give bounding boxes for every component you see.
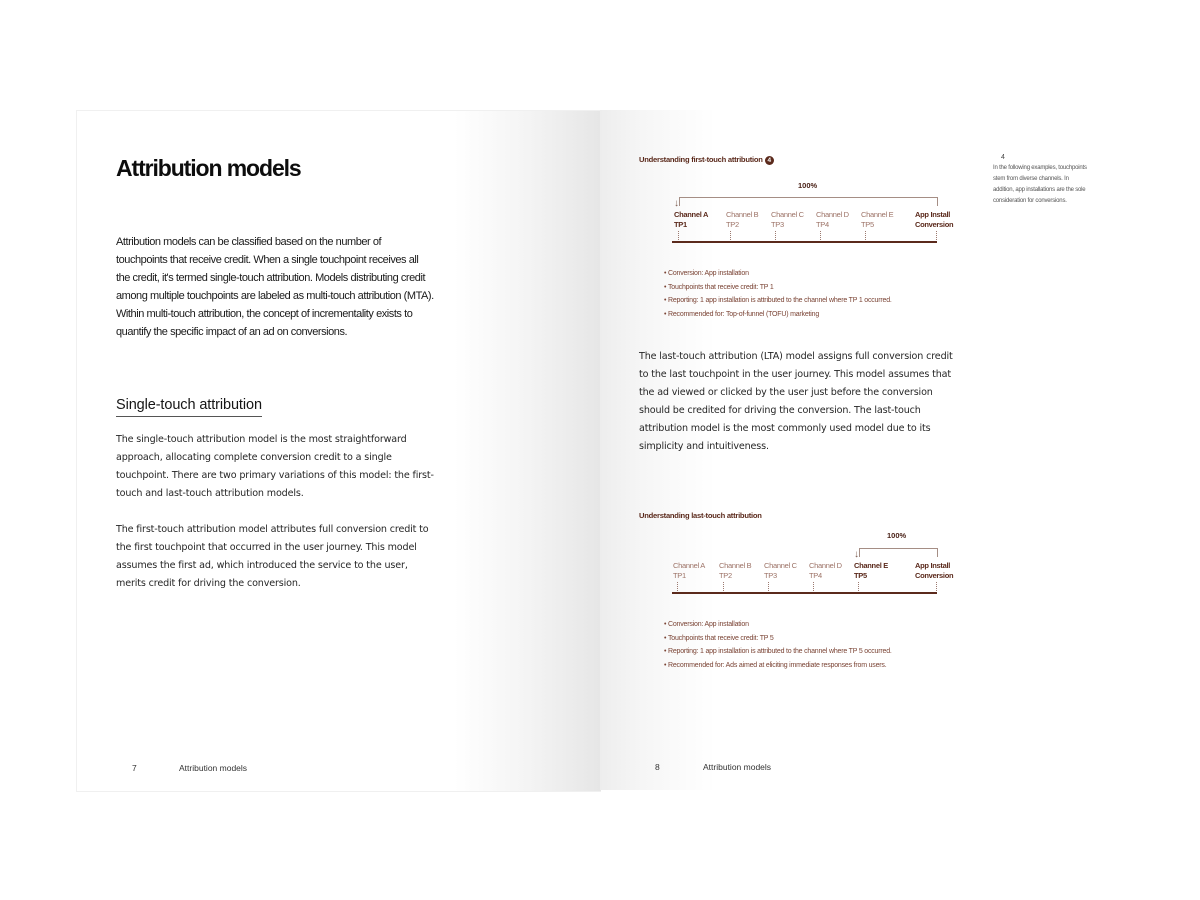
dotted-connector <box>768 582 769 591</box>
touchpoint-node: Channel D TP4 <box>809 561 842 580</box>
first-touch-bullets: • Conversion: App installation • Touchpoints that receive credit: TP 1 • Reporting: 1 app installation is attributed to the channel where TP 1 occurred. • Recommended for: Top-of-funnel (TOFU) marketing <box>664 267 892 321</box>
body-paragraph: The first-touch attribution model attributes full conversion credit to the first touchpoint that occurred in the user journey. This model assumes the first ad, which introduced the service to the user, merits credit for driving the conversion. <box>116 524 429 589</box>
running-head: Attribution models <box>703 762 772 772</box>
running-head: Attribution models <box>179 763 248 773</box>
credit-bracket <box>679 197 938 206</box>
touchpoint-node: Channel E TP5 <box>861 210 894 229</box>
arrow-down-icon: ↓ <box>674 198 679 209</box>
touchpoint-node: Channel C TP3 <box>771 210 804 229</box>
left-page <box>76 110 601 792</box>
touchpoint-node: Channel C TP3 <box>764 561 797 580</box>
dotted-connector <box>865 231 866 240</box>
dotted-connector <box>936 231 937 240</box>
body-paragraph: The last-touch attribution (LTA) model assigns full conversion credit to the last touchpoint in the user journey. This model assumes that the ad viewed or clicked by the user just before the conversion should be credited for driving the conversion. The last-touch attribution model is the most commonly used model due to its simplicity and intuitiveness. <box>639 351 953 452</box>
credit-percentage: 100% <box>887 531 907 540</box>
credit-percentage: 100% <box>798 181 818 190</box>
diagram-title-last-touch: Understanding last-touch attribution <box>639 511 762 520</box>
dotted-connector <box>775 231 776 240</box>
dotted-connector <box>820 231 821 240</box>
dotted-connector <box>936 582 937 591</box>
touchpoint-node: Channel A TP1 <box>673 561 705 580</box>
page-number: 7 <box>132 763 137 773</box>
dotted-connector <box>723 582 724 591</box>
page-title: Attribution models <box>116 155 301 181</box>
touchpoint-node: Channel A TP1 <box>674 210 709 229</box>
body-paragraph: The single-touch attribution model is the most straightforward approach, allocating complete conversion credit to a single touchpoint. There are two primary variations of this model: the first-touch and last-touch attribution models. <box>116 434 434 499</box>
timeline-baseline <box>672 592 937 594</box>
arrow-down-icon: ↓ <box>854 549 859 560</box>
footnote-marker: 4 <box>765 156 774 165</box>
touchpoint-node: Channel B TP2 <box>719 561 752 580</box>
dotted-connector <box>858 582 859 591</box>
conversion-node: App Install Conversion <box>915 561 954 580</box>
conversion-node: App Install Conversion <box>915 210 954 229</box>
touchpoint-node: Channel D TP4 <box>816 210 849 229</box>
section-heading: Single-touch attribution <box>116 397 262 417</box>
dotted-connector <box>813 582 814 591</box>
touchpoint-node: Channel E TP5 <box>854 561 888 580</box>
dotted-connector <box>677 582 678 591</box>
page-number: 8 <box>655 762 660 772</box>
dotted-connector <box>730 231 731 240</box>
last-touch-bullets: • Conversion: App installation • Touchpoints that receive credit: TP 5 • Reporting: 1 app installation is attributed to the channel where TP 5 occurred. • Recommended for: Ads aimed at eliciting immediate responses from users. <box>664 618 892 672</box>
touchpoint-node: Channel B TP2 <box>726 210 759 229</box>
credit-bracket <box>859 548 938 557</box>
right-page <box>600 110 1124 790</box>
sidenote-number: 4 <box>1001 154 1005 161</box>
diagram-title-first-touch: Understanding first-touch attribution 4 <box>639 155 774 165</box>
intro-paragraph: Attribution models can be classified based on the number of touchpoints that receive credit. When a single touchpoint receives all the credit, it's termed single-touch attribution. Models distributing credit among multiple touchpoints are labeled as multi-touch attribution (MTA). Within multi-touch attribution, the concept of incrementality exists to quantify the specific impact of an ad on conversions. <box>116 236 434 338</box>
book-spread <box>76 110 1124 790</box>
timeline-baseline <box>672 241 937 243</box>
sidenote-text: In the following examples, touchpoints stem from diverse channels. In addition, app installations are the sole consideration for conversions. <box>993 165 1087 204</box>
dotted-connector <box>678 231 679 240</box>
